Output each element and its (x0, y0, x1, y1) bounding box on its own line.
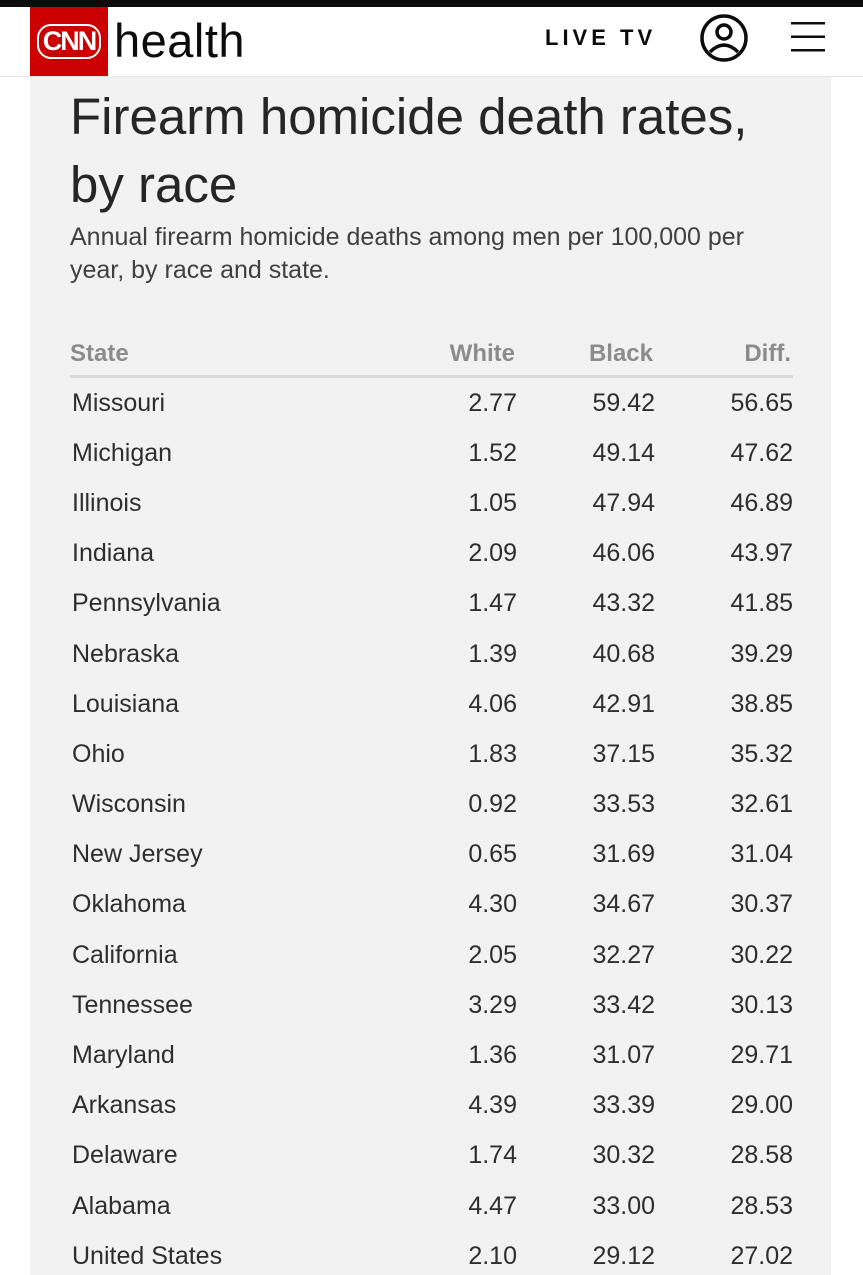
cell-state: Alabama (72, 1191, 171, 1220)
cell-black-rate: 42.91 (592, 689, 655, 718)
cell-white-rate: 4.47 (468, 1191, 517, 1220)
cell-difference: 30.13 (730, 990, 793, 1019)
cell-state: California (72, 940, 178, 969)
table-row (70, 830, 793, 880)
column-header-black: Black (588, 339, 653, 367)
column-header-state: State (70, 339, 129, 367)
cell-white-rate: 2.10 (468, 1241, 517, 1270)
cell-difference: 46.89 (730, 488, 793, 517)
table-row (70, 980, 793, 1030)
cell-state: Pennsylvania (72, 589, 221, 618)
cell-black-rate: 47.94 (592, 488, 655, 517)
cell-difference: 43.97 (730, 539, 793, 568)
cell-white-rate: 4.06 (468, 689, 517, 718)
infographic-card (30, 77, 831, 1275)
cell-black-rate: 32.27 (592, 940, 655, 969)
chart-subtitle: Annual firearm homicide deaths among men per 100,000 per year, by race and state. (70, 223, 745, 284)
cell-difference: 35.32 (730, 739, 793, 768)
cell-difference: 29.71 (730, 1041, 793, 1070)
cell-black-rate: 30.32 (592, 1141, 655, 1170)
table-body (70, 378, 793, 1275)
cell-difference: 31.04 (730, 840, 793, 869)
cell-difference: 30.37 (730, 890, 793, 919)
cell-state: Maryland (72, 1041, 175, 1070)
cell-white-rate: 1.36 (468, 1041, 517, 1070)
cell-state: Missouri (72, 388, 166, 417)
cell-state: Arkansas (72, 1091, 177, 1120)
cell-white-rate: 1.52 (468, 438, 517, 467)
cell-difference: 28.53 (730, 1191, 793, 1220)
cell-white-rate: 4.39 (468, 1091, 517, 1120)
table-row (70, 679, 793, 729)
table-row (70, 1030, 793, 1080)
table-header (70, 332, 793, 378)
cell-state: Delaware (72, 1141, 178, 1170)
cell-white-rate: 3.29 (468, 990, 517, 1019)
cell-state: United States (72, 1241, 223, 1270)
live-tv-link[interactable]: LIVE TV (545, 25, 657, 50)
cell-white-rate: 1.39 (468, 639, 517, 668)
cell-white-rate: 2.09 (468, 539, 517, 568)
cell-difference: 27.02 (730, 1241, 793, 1270)
cell-black-rate: 33.53 (592, 790, 655, 819)
cell-state: Ohio (72, 739, 125, 768)
cell-white-rate: 0.65 (468, 840, 517, 869)
cell-white-rate: 4.30 (468, 890, 517, 919)
user-account-icon[interactable] (699, 13, 749, 63)
cell-black-rate: 33.42 (592, 990, 655, 1019)
table-row (70, 780, 793, 830)
table-row (70, 1231, 793, 1275)
column-header-white: White (449, 339, 515, 367)
cell-black-rate: 34.67 (592, 890, 655, 919)
table-row (70, 1181, 793, 1231)
table-row (70, 579, 793, 629)
cell-difference: 28.58 (730, 1141, 793, 1170)
cell-state: Wisconsin (72, 790, 186, 819)
cnn-logo[interactable] (30, 7, 108, 76)
cell-black-rate: 33.39 (592, 1091, 655, 1120)
table-row (70, 529, 793, 579)
table-row (70, 629, 793, 679)
cell-state: Indiana (72, 539, 155, 568)
cell-black-rate: 33.00 (592, 1191, 655, 1220)
cell-state: New Jersey (72, 840, 203, 869)
cell-black-rate: 43.32 (592, 589, 655, 618)
cell-black-rate: 29.12 (592, 1241, 655, 1270)
cell-black-rate: 46.06 (592, 539, 655, 568)
cell-state: Louisiana (72, 689, 180, 718)
cell-black-rate: 40.68 (592, 639, 655, 668)
section-name[interactable]: health (114, 14, 246, 67)
cell-state: Nebraska (72, 639, 179, 668)
cell-black-rate: 49.14 (592, 438, 655, 467)
cell-difference: 29.00 (730, 1091, 793, 1120)
cell-black-rate: 31.69 (592, 840, 655, 869)
cell-state: Oklahoma (72, 890, 186, 919)
data-table (70, 332, 793, 1275)
cell-white-rate: 0.92 (468, 790, 517, 819)
cell-white-rate: 1.74 (468, 1141, 517, 1170)
cell-black-rate: 59.42 (592, 388, 655, 417)
cell-difference: 56.65 (730, 388, 793, 417)
table-row (70, 880, 793, 930)
table-row (70, 478, 793, 528)
chart-title: Firearm homicide death rates, by race (70, 88, 748, 213)
hamburger-menu-icon[interactable] (790, 19, 826, 55)
cell-difference: 30.22 (730, 940, 793, 969)
table-row (70, 1131, 793, 1181)
cell-difference: 39.29 (730, 639, 793, 668)
site-header (0, 7, 863, 77)
column-header-diff: Diff. (744, 339, 791, 367)
table-row (70, 930, 793, 980)
cell-white-rate: 1.47 (468, 589, 517, 618)
cell-white-rate: 2.05 (468, 940, 517, 969)
cell-difference: 47.62 (730, 438, 793, 467)
cell-black-rate: 37.15 (592, 739, 655, 768)
cell-white-rate: 2.77 (468, 388, 517, 417)
table-row (70, 1081, 793, 1131)
top-status-strip (0, 0, 863, 7)
cnn-logo-text: CNN (37, 24, 102, 59)
table-row (70, 378, 793, 428)
cell-state: Tennessee (72, 990, 193, 1019)
cell-state: Michigan (72, 438, 173, 467)
cell-black-rate: 31.07 (592, 1041, 655, 1070)
table-row (70, 428, 793, 478)
cell-difference: 32.61 (730, 790, 793, 819)
cell-white-rate: 1.05 (468, 488, 517, 517)
cell-state: Illinois (72, 488, 142, 517)
cell-white-rate: 1.83 (468, 739, 517, 768)
cell-difference: 38.85 (730, 689, 793, 718)
table-row (70, 729, 793, 779)
cell-difference: 41.85 (730, 589, 793, 618)
